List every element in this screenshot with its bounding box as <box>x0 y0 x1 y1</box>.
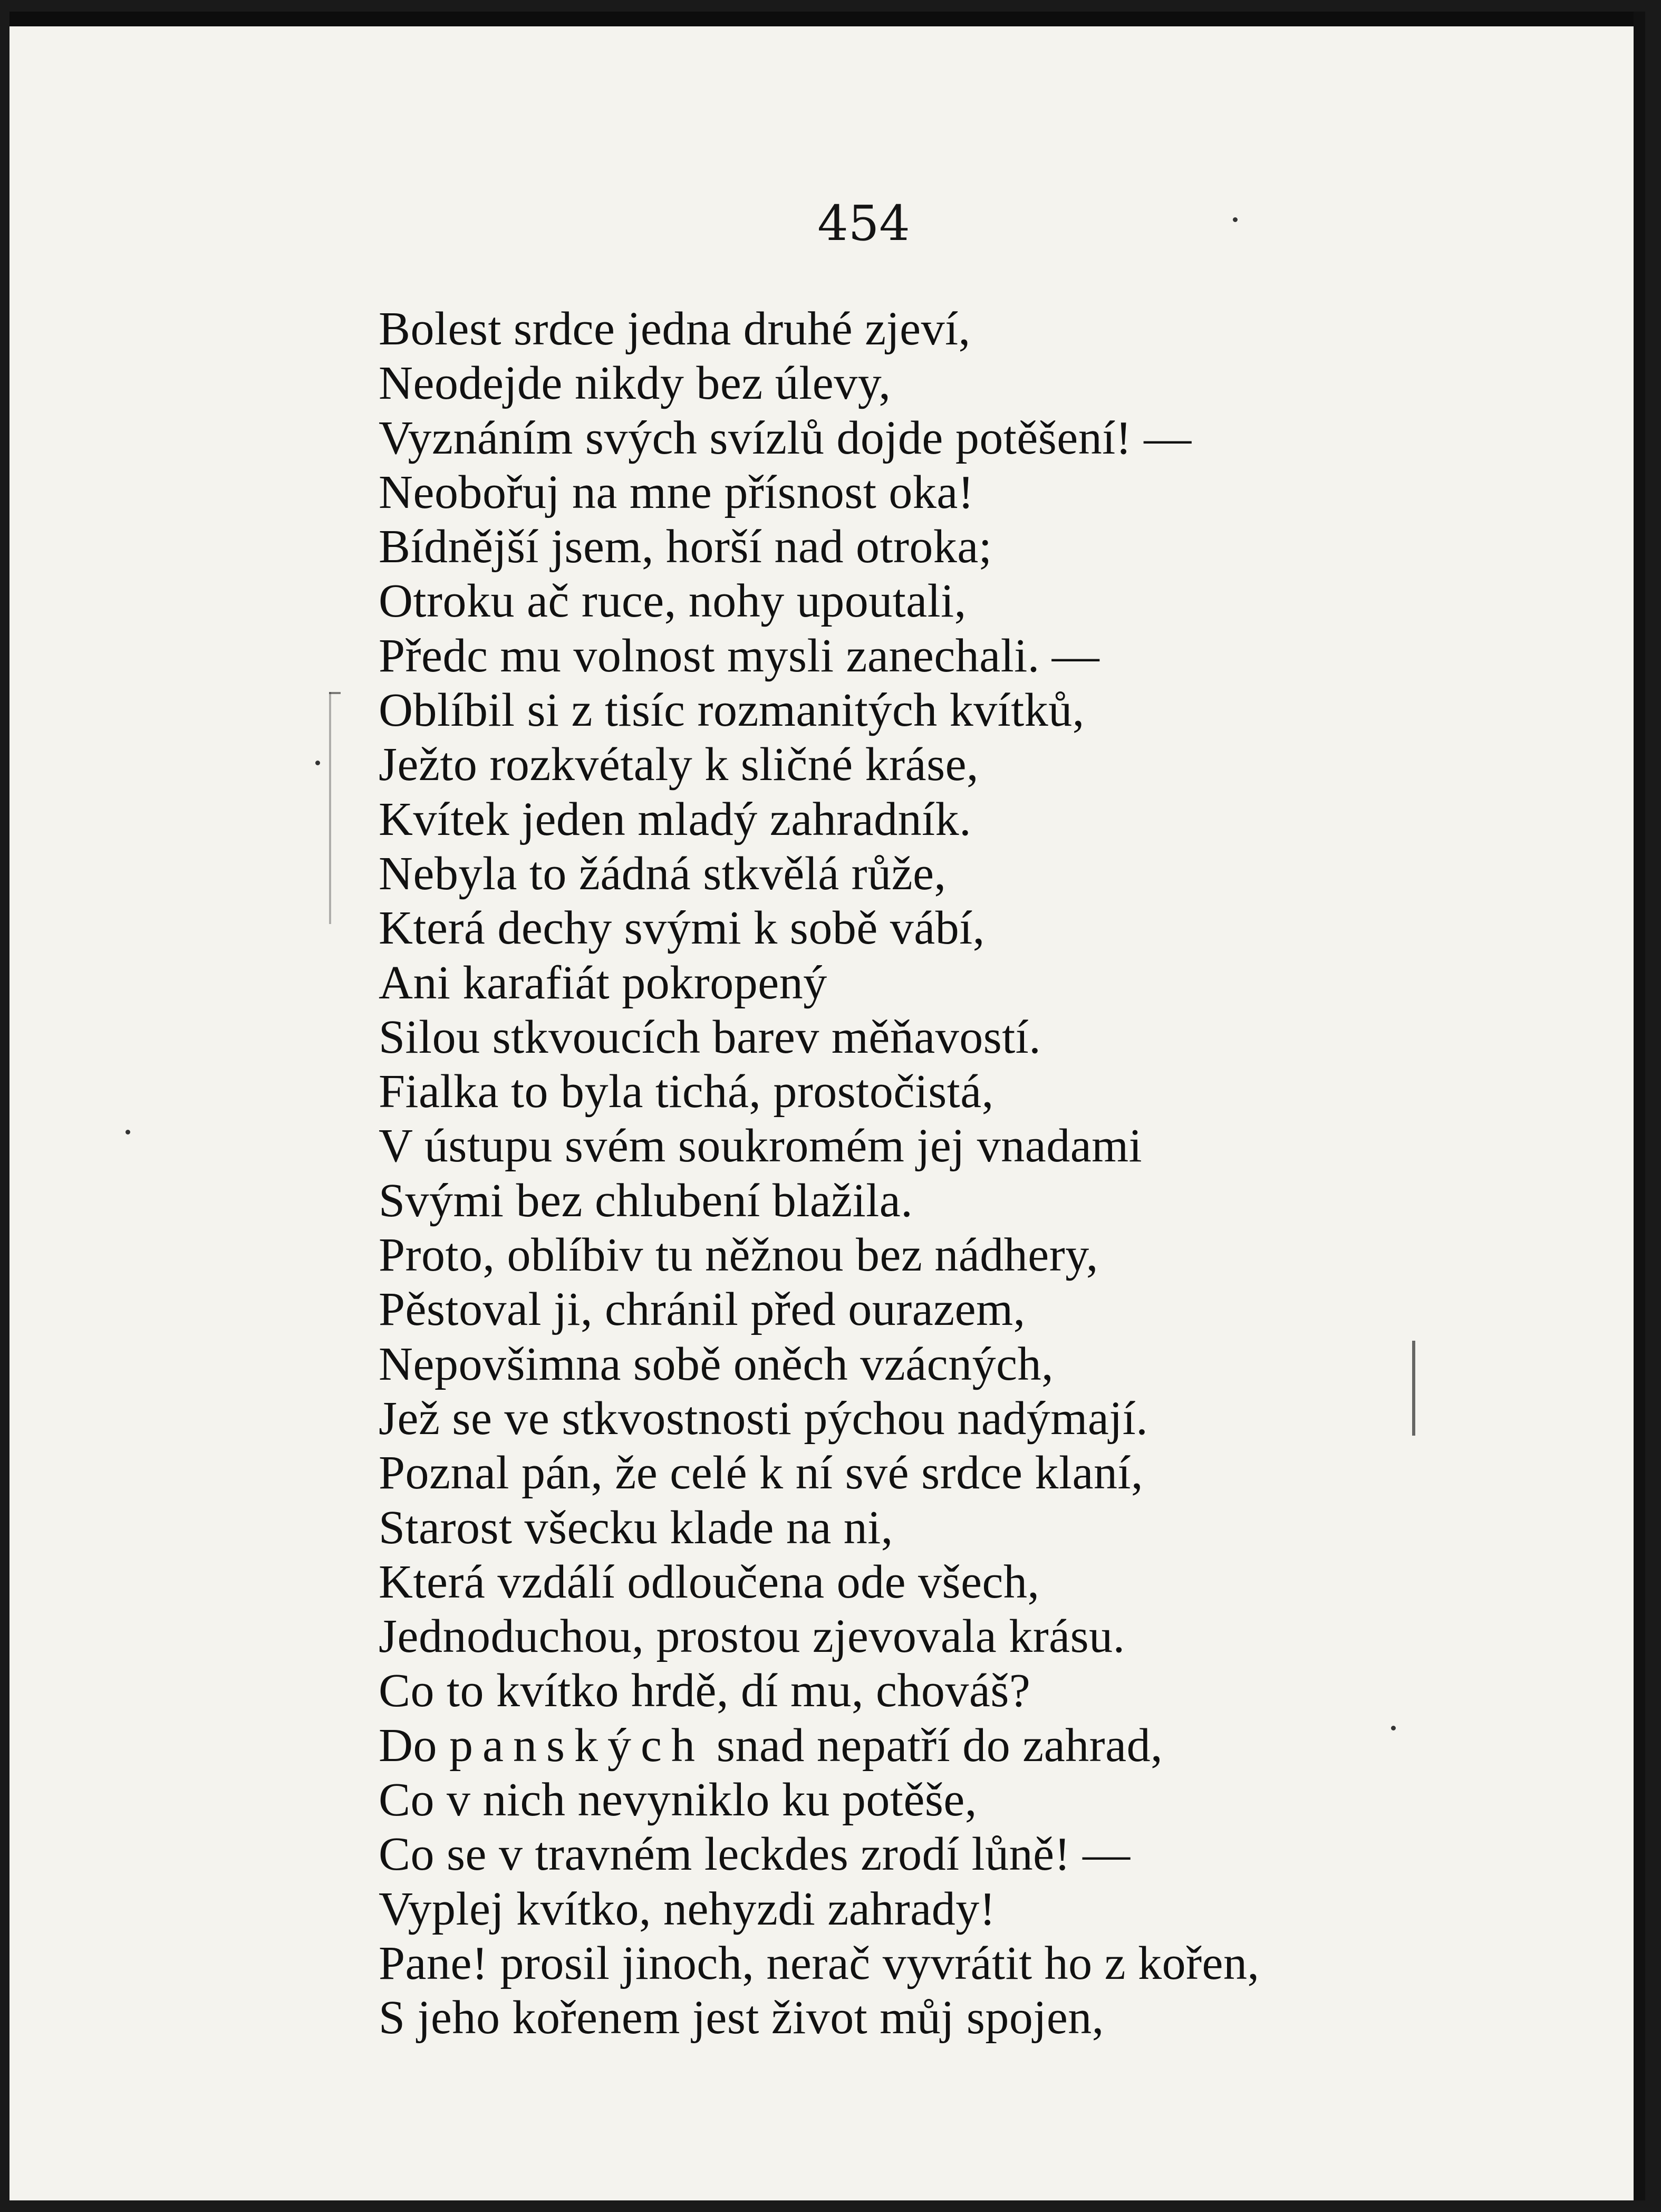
poem-line: Poznal pán, že celé k ní své srdce klaní, <box>379 1447 1143 1499</box>
poem-line: Jednoduchou, prostou zjevovala krásu. <box>379 1610 1125 1663</box>
poem-line: Oblíbil si z tisíc rozmanitých kvítků, <box>379 684 1085 737</box>
poem-line: Pěstoval ji, chránil před ourazem, <box>379 1283 1026 1336</box>
poem-line: Co se v travném leckdes zrodí lůně! — <box>379 1828 1131 1881</box>
poem-line: Svými bez chlubení blažila. <box>379 1174 913 1227</box>
poem-line: Kvítek jeden mladý zahradník. <box>379 793 972 845</box>
poem-line: Silou stkvoucích barev měňavostí. <box>379 1011 1041 1063</box>
poem-line: Proto, oblíbiv tu něžnou bez nádhery, <box>379 1229 1098 1282</box>
poem-line: Jež se ve stkvostnosti pýchou nadýmají. <box>379 1392 1148 1445</box>
poem-line: Vyplej kvítko, nehyzdi zahrady! <box>379 1882 996 1935</box>
page-number: 454 <box>817 195 910 252</box>
poem-line: Neodejde nikdy bez úlevy, <box>379 357 891 410</box>
poem-line: Ani karafiát pokropený <box>379 956 827 1009</box>
top-border <box>9 12 1645 26</box>
book-page <box>9 12 1645 2200</box>
margin-bracket-mark <box>329 692 331 924</box>
poem-line: Ježto rozkvétaly k sličné kráse, <box>379 738 979 791</box>
poem-line: Která dechy svými k sobě vábí, <box>379 902 985 955</box>
poem-line: Předc mu volnost mysli zanechali. — <box>379 629 1100 682</box>
right-margin-mark <box>1412 1341 1415 1436</box>
spaced-word: panských <box>449 1719 704 1772</box>
speck-mark <box>125 1130 130 1134</box>
margin-tick-mark <box>329 692 341 694</box>
poem-line: Bolest srdce jedna druhé zjeví, <box>379 303 971 355</box>
poem-line: Otroku ač ruce, nohy upoutali, <box>379 575 967 628</box>
poem-line: Pane! prosil jinoch, nerač vyvrátit ho z kořen, <box>379 1937 1260 1989</box>
speck-mark <box>1391 1726 1396 1730</box>
poem-line-spaced <box>379 1718 1259 1773</box>
poem-line: Vyznáním svých svízlů dojde potěšení! — <box>379 411 1192 464</box>
poem-line: Nepovšimna sobě oněch vzácných, <box>379 1338 1054 1390</box>
poem-line: V ústupu svém soukromém jej vnadami <box>379 1120 1143 1172</box>
poem-text <box>379 302 1259 2045</box>
poem-line: Která vzdálí odloučena ode všech, <box>379 1555 1040 1608</box>
poem-line: Neobořuj na mne přísnost oka! <box>379 466 974 518</box>
poem-line: Starost všecku klade na ni, <box>379 1501 893 1554</box>
poem-line: Fialka to byla tichá, prostočistá, <box>379 1065 994 1118</box>
speck-mark <box>315 761 320 765</box>
poem-line: Nebyla to žádná stkvělá růže, <box>379 847 947 900</box>
line-suffix: snad nepatří do zahrad, <box>704 1719 1163 1772</box>
poem-line: Co to kvítko hrdě, dí mu, chováš? <box>379 1665 1031 1717</box>
right-border <box>1634 12 1645 2200</box>
poem-line: Bídnější jsem, horší nad otroka; <box>379 521 992 573</box>
poem-line: Co v nich nevyniklo ku potěše, <box>379 1774 977 1826</box>
speck-mark <box>1233 217 1238 222</box>
poem-line: S jeho kořenem jest život můj spojen, <box>379 1992 1104 2044</box>
line-prefix: Do <box>379 1719 449 1772</box>
